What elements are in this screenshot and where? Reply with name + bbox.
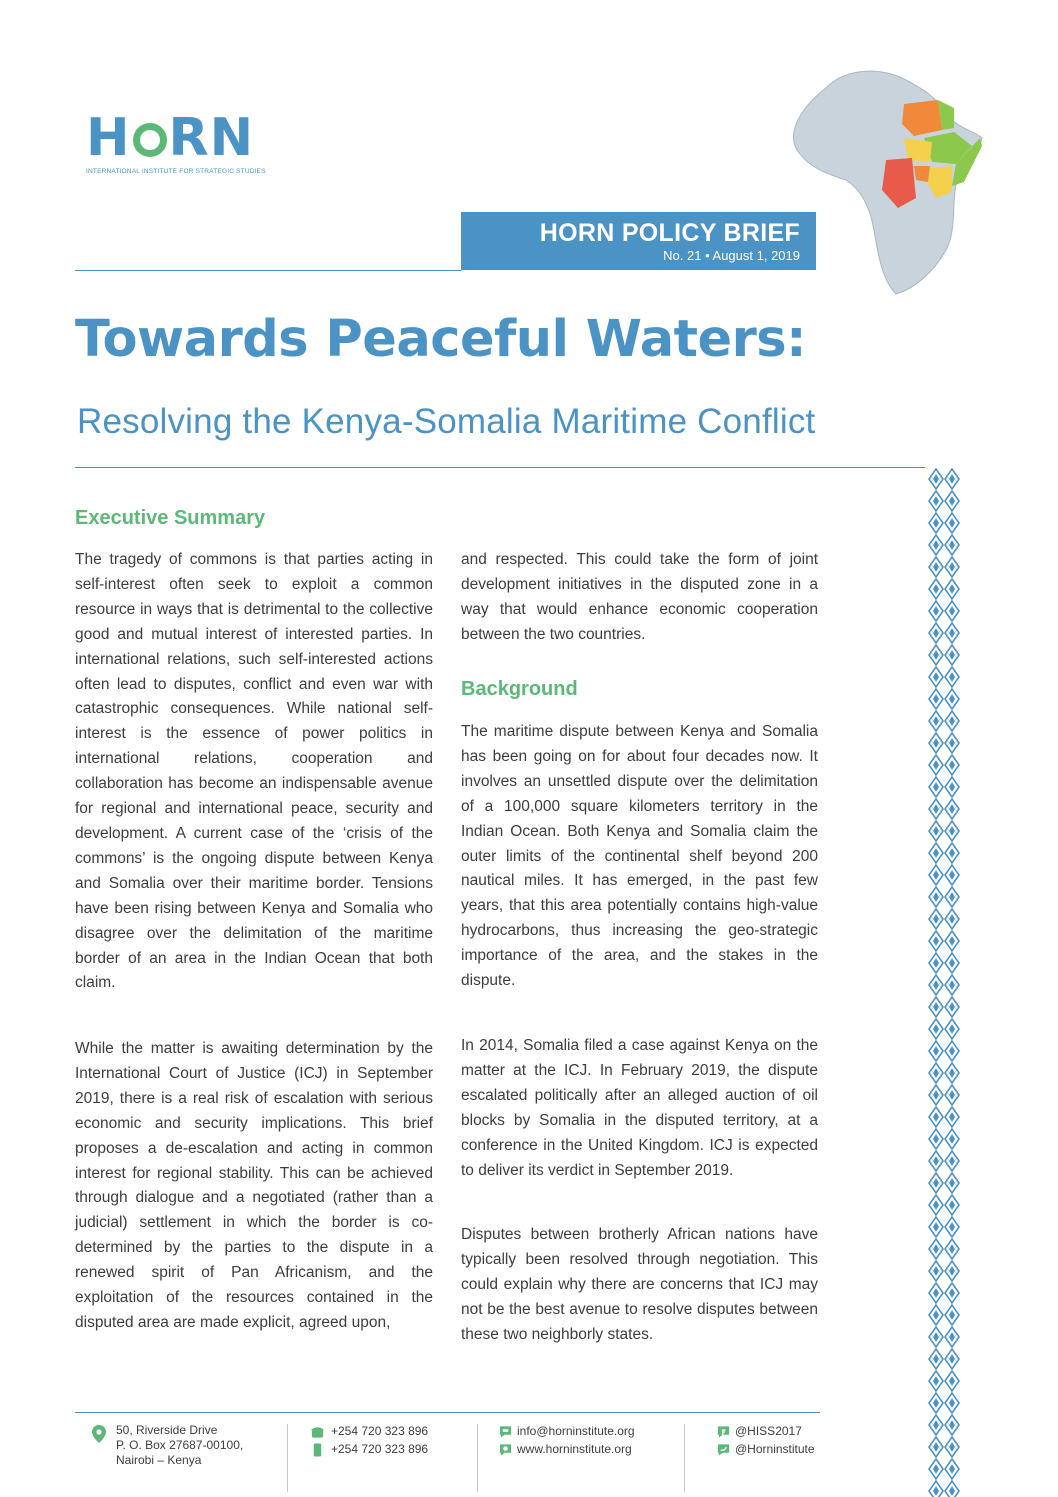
twitter-icon [717,1443,730,1462]
footer-address [116,1423,243,1468]
decorative-border-pattern [928,468,960,1497]
background-heading: Background [461,678,578,700]
logo-o-ring-icon [133,123,167,157]
phone-icon [311,1425,324,1444]
phone-number-1[interactable]: +254 720 323 896 [331,1424,429,1438]
map-country-uganda [914,166,930,182]
twitter-handle[interactable]: @Horninstitute [735,1442,815,1456]
logo-tagline: INTERNATIONAL INSTITUTE FOR STRATEGIC STUDIES [86,168,266,175]
website-link[interactable]: www.horninstitute.org [517,1442,632,1456]
brief-title: HORN POLICY BRIEF [539,219,800,247]
horn-logo [86,108,346,187]
executive-summary-heading: Executive Summary [75,507,266,529]
page-subtitle: Resolving the Kenya-Somalia Maritime Conflict [77,402,816,441]
footer-separator [684,1424,685,1492]
facebook-handle[interactable]: @HISS2017 [735,1424,802,1438]
page-title: Towards Peaceful Waters: [75,310,807,369]
footer-separator [477,1424,478,1492]
africa-map-icon [786,58,986,298]
executive-summary-paragraph-1: The tragedy of commons is that parties acting in self-interest often seek to exploit a common resource in ways that is detrimental to the collective good and mutual interest of interested parties. In international relations, such self-interested actions often lead to disputes, conflict and even war with catastrophic consequences. While national self-interest is the essence of power politics in international relations, cooperation and collaboration has become an indispensable avenue for regional and international peace, security and development. A current case of the ‘crisis of the commons’ is the ongoing dispute between Kenya and Somalia over their maritime border. Tensions have been rising between Kenya and Somalia who disagree over the delimitation of the maritime border of an area in the Indian Ocean that both claim. [75,551,433,992]
address-line-2: P. O. Box 27687-00100, [116,1438,244,1452]
address-line-1: 50, Riverside Drive [116,1423,218,1437]
email-link[interactable]: info@horninstitute.org [517,1424,635,1438]
facebook-icon [717,1425,730,1444]
footer-divider [75,1412,820,1413]
location-icon [92,1425,106,1448]
phone-number-2[interactable]: +254 720 323 896 [331,1442,429,1456]
brief-banner [461,212,816,270]
website-icon [499,1443,512,1462]
brief-issue-date: No. 21 • August 1, 2019 [663,248,800,263]
logo-wordmark [86,108,346,168]
background-paragraph-3: Disputes between brotherly African nations have typically been resolved through negotiation. This could explain why there are concerns that ICJ may not be the best avenue to resolve disputes between these two neighborly states. [461,1226,818,1343]
executive-summary-paragraph-2: While the matter is awaiting determination by the International Court of Justice (ICJ) in September 2019, there is a real risk of escalation with serious economic and security implications. This brief proposes a de-escalation and acting in common interest for regional stability. This can be achieved through dialogue and a negotiated (rather than a judicial) settlement in which the border is co-determined by the parties to the dispute in a renewed spirit of Pan Africanism, and the exploitation of the resources contained in the disputed area are made explicit, agreed upon, [75,1040,433,1331]
background-paragraph-1: The maritime dispute between Kenya and Somalia has been going on for about four decades now. It involves an unsettled dispute over the delimitation of a 100,000 square kilometers territory in the Indian Ocean. Both Kenya and Somalia claim the outer limits of the continental shelf beyond 200 nautical miles. It has emerged, in the past few years, that this area potentially contains high-value hydrocarbons, thus increasing the geo-strategic importance of the area, and the stakes in the dispute. [461,723,818,990]
address-line-3: Nairobi – Kenya [116,1453,202,1467]
title-divider [75,467,925,468]
logo-letter-h: H [86,108,131,168]
logo-letters-rn: RN [168,108,255,168]
background-paragraph-2: In 2014, Somalia filed a case against Kenya on the matter at the ICJ. In February 2019, the dispute escalated politically after an alleged auction of oil blocks by Somalia in the disputed territory, at a conference in the United Kingdom. ICJ is expected to deliver its verdict in September 2019. [461,1037,818,1179]
mobile-icon [311,1443,324,1462]
footer-separator [287,1424,288,1492]
email-icon [499,1425,512,1444]
executive-summary-paragraph-2-continued: and respected. This could take the form of joint development initiatives in the disputed zone in a way that would enhance economic cooperation between the two countries. [461,551,818,643]
brief-banner-line [75,270,461,271]
